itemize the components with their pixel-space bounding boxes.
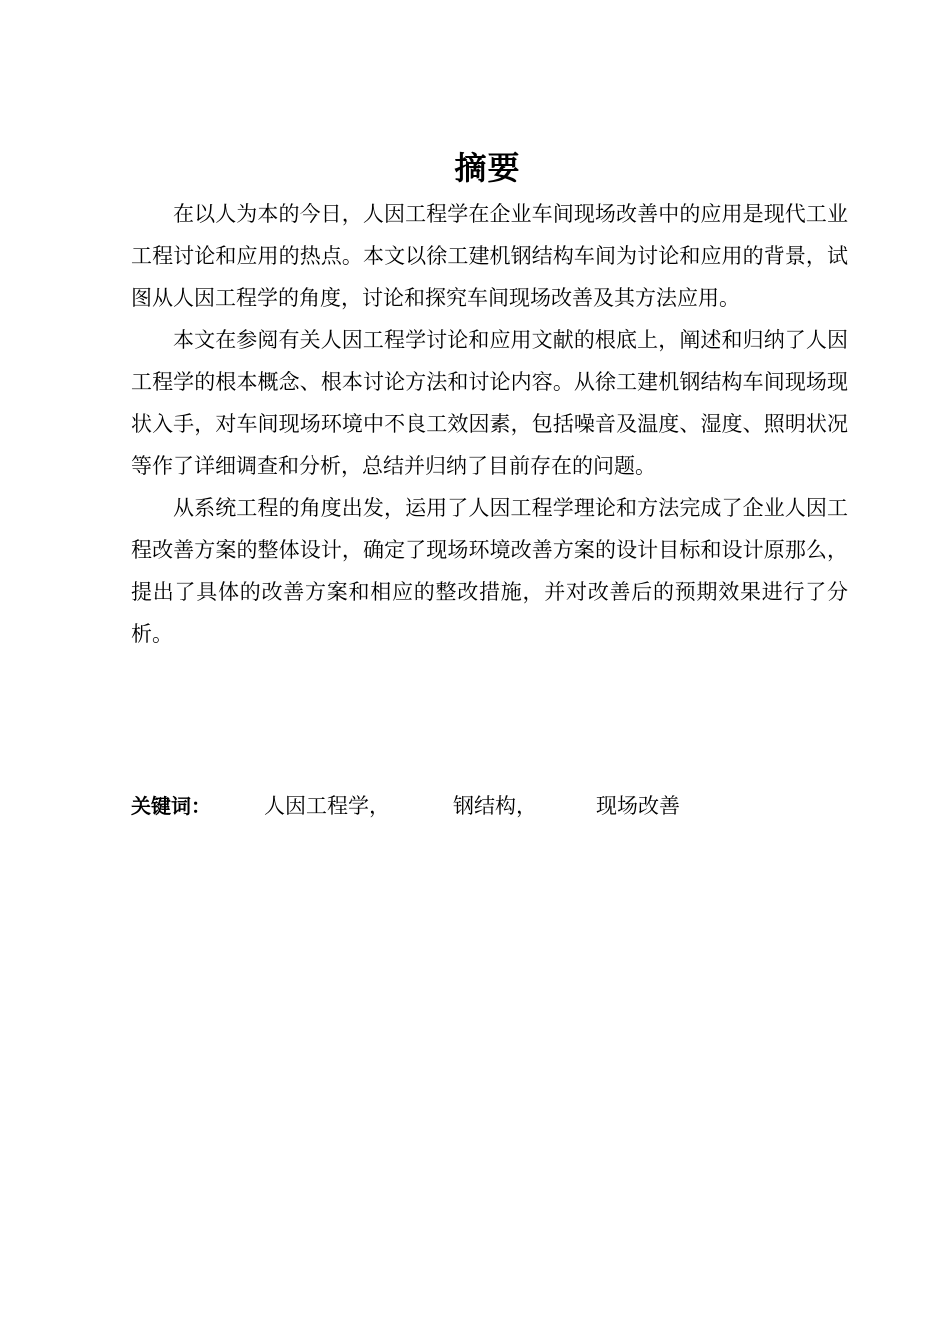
abstract-title: 摘要 xyxy=(454,149,521,187)
keywords-line xyxy=(131,786,848,826)
abstract-paragraph-2: 本文在参阅有关人因工程学讨论和应用文献的根底上，阐述和归纳了人因工程学的根本概念、根本讨论方法和讨论内容。从徐工建机钢结构车间现场现状入手，对车间现场环境中不良工效因素，包括噪音及温度、湿度、照明状况等作了详细调查和分析，总结并归纳了目前存在的问题。 xyxy=(131,328,848,478)
keyword-3: 现场改善 xyxy=(596,794,680,818)
keyword-2: 钢结构， xyxy=(453,794,537,818)
keywords-label: 关键词： xyxy=(131,794,211,818)
abstract-paragraph-1: 在以人为本的今日，人因工程学在企业车间现场改善中的应用是现代工业工程讨论和应用的热点。本文以徐工建机钢结构车间为讨论和应用的背景，试图从人因工程学的角度，讨论和探究车间现场改善及其方法应用。 xyxy=(131,202,848,310)
abstract-body xyxy=(131,193,848,655)
keyword-1: 人因工程学， xyxy=(264,794,390,818)
abstract-paragraph-3: 从系统工程的角度出发，运用了人因工程学理论和方法完成了企业人因工程改善方案的整体设计，确定了现场环境改善方案的设计目标和设计原那么，提出了具体的改善方案和相应的整改措施，并对改善后的预期效果进行了分析。 xyxy=(131,496,848,646)
